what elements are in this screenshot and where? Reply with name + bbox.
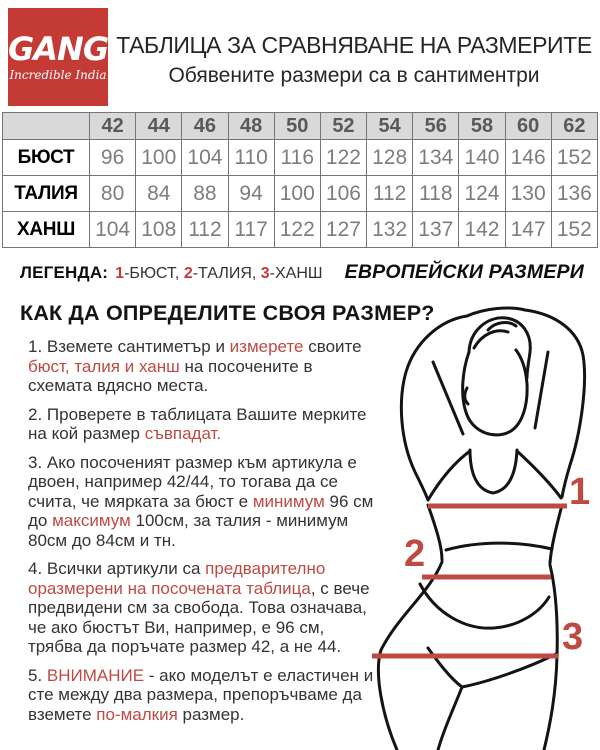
- size-column-header: 44: [136, 113, 182, 140]
- size-column-header: 60: [505, 113, 551, 140]
- legend-text: -БЮСТ,: [124, 265, 184, 282]
- size-value-cell: 152: [551, 140, 597, 176]
- brand-tagline: Incredible India: [9, 68, 107, 82]
- waist-marker-number: 2: [404, 533, 426, 575]
- size-value-cell: 112: [182, 212, 228, 248]
- page-title: ТАБЛИЦА ЗА СРАВНЯВАНЕ НА РАЗМЕРИТЕ: [116, 32, 592, 58]
- size-value-cell: 134: [413, 140, 459, 176]
- legend-number: 3: [260, 265, 270, 282]
- brand-logo: [8, 8, 108, 106]
- size-value-cell: 122: [274, 212, 320, 248]
- step-highlight: минимум: [252, 491, 325, 511]
- size-value-cell: 104: [90, 212, 136, 248]
- size-value-cell: 136: [551, 176, 597, 212]
- bust-marker-number: 1: [569, 471, 591, 513]
- size-value-cell: 112: [367, 176, 413, 212]
- legend: [20, 263, 323, 283]
- size-value-cell: 128: [367, 140, 413, 176]
- size-value-cell: 130: [505, 176, 551, 212]
- size-value-cell: 106: [320, 176, 366, 212]
- size-column-header: 46: [182, 113, 228, 140]
- size-value-cell: 124: [459, 176, 505, 212]
- size-steps: [18, 337, 374, 733]
- size-value-cell: 152: [551, 212, 597, 248]
- size-value-cell: 147: [505, 212, 551, 248]
- size-column-header: 50: [274, 113, 320, 140]
- step-highlight: по-малкия: [96, 704, 178, 724]
- size-value-cell: 110: [228, 140, 274, 176]
- step-text: 1. Вземете сантиметър и: [28, 337, 230, 356]
- step-item: [28, 453, 374, 551]
- size-column-header: 52: [320, 113, 366, 140]
- step-item: [28, 559, 374, 657]
- size-column-header: 48: [228, 113, 274, 140]
- step-item: [28, 405, 374, 444]
- table-row: [3, 140, 598, 176]
- measure-row-label: ТАЛИЯ: [3, 176, 90, 212]
- step-text: своите: [303, 337, 362, 356]
- step-highlight: бюст, талия и ханш: [28, 356, 180, 376]
- step-text: размер.: [177, 704, 245, 724]
- body-measurement-figure: [370, 300, 600, 750]
- size-value-cell: 104: [182, 140, 228, 176]
- legend-items: [115, 265, 322, 282]
- size-value-cell: 137: [413, 212, 459, 248]
- size-value-cell: 80: [90, 176, 136, 212]
- step-highlight: предварително оразмерени на посочената таблица: [28, 559, 326, 598]
- size-value-cell: 116: [274, 140, 320, 176]
- step-highlight: измерете: [229, 337, 304, 356]
- step-text: 100см, за талия - минимум 80см до 84см и тн.: [28, 511, 349, 550]
- step-text: 5.: [28, 665, 47, 685]
- step-text: 3. Ако посоченият размер към артикула е двоен, например 42/44, то тогава да се счита, че мярката за бюст е: [28, 452, 357, 511]
- step-item: [28, 337, 374, 396]
- size-column-header: 58: [459, 113, 505, 140]
- page-subtitle: Обявените размери са в сантиментри: [168, 64, 540, 87]
- legend-label: ЛЕГЕНДА:: [20, 263, 109, 282]
- european-sizes-title: ЕВРОПЕЙСКИ РАЗМЕРИ: [344, 261, 584, 283]
- legend-row: [20, 261, 584, 284]
- size-value-cell: 127: [320, 212, 366, 248]
- brand-name: GANG: [8, 30, 109, 68]
- step-text: 96 см до: [28, 491, 374, 530]
- step-highlight: ВНИМАНИЕ: [46, 665, 145, 685]
- size-value-cell: 96: [90, 140, 136, 176]
- size-value-cell: 94: [228, 176, 274, 212]
- size-value-cell: 122: [320, 140, 366, 176]
- legend-text: -ХАНШ: [269, 265, 323, 282]
- size-column-header: 56: [413, 113, 459, 140]
- size-column-header: 54: [367, 113, 413, 140]
- legend-text: -ТАЛИЯ,: [192, 265, 261, 282]
- size-value-cell: 117: [228, 212, 274, 248]
- size-value-cell: 100: [274, 176, 320, 212]
- legend-number: 1: [115, 265, 125, 282]
- size-value-cell: 140: [459, 140, 505, 176]
- size-value-cell: 132: [367, 212, 413, 248]
- size-value-cell: 88: [182, 176, 228, 212]
- size-value-cell: 108: [136, 212, 182, 248]
- measure-row-label: ХАНШ: [3, 212, 90, 248]
- size-column-header: 42: [90, 113, 136, 140]
- size-value-cell: 146: [505, 140, 551, 176]
- step-text: 2. Проверете в таблицата Вашите мерките на кой размер: [28, 404, 367, 443]
- hips-marker-number: 3: [562, 616, 584, 658]
- measure-row-label: БЮСТ: [3, 140, 90, 176]
- step-item: [28, 666, 374, 725]
- size-value-cell: 100: [136, 140, 182, 176]
- size-value-cell: 118: [413, 176, 459, 212]
- step-text: на посочените в схемата вдясно места.: [28, 356, 313, 395]
- header-titles: [110, 32, 598, 88]
- table-row: [3, 176, 598, 212]
- table-row: [3, 212, 598, 248]
- size-value-cell: 142: [459, 212, 505, 248]
- step-text: 4. Всички артикули са: [28, 559, 206, 578]
- size-value-cell: 84: [136, 176, 182, 212]
- how-to-heading: КАК ДА ОПРЕДЕЛИТЕ СВОЯ РАЗМЕР?: [20, 301, 435, 325]
- size-table: [2, 112, 598, 248]
- step-highlight: максимум: [52, 511, 131, 530]
- size-column-header: 62: [551, 113, 597, 140]
- table-corner-cell: [3, 113, 90, 140]
- legend-number: 2: [183, 265, 193, 282]
- step-text: , с вече предвидени см за свобода. Това означава, че ако бюстът Ви, например, е 96 см, трябва да поръчате размер 42, а не 44.: [28, 578, 370, 656]
- step-text: - ако моделът е еластичен и сте между два размера, препоръчваме да вземете: [28, 665, 374, 724]
- body-outline: [378, 308, 584, 750]
- step-highlight: съвпадат.: [144, 424, 222, 443]
